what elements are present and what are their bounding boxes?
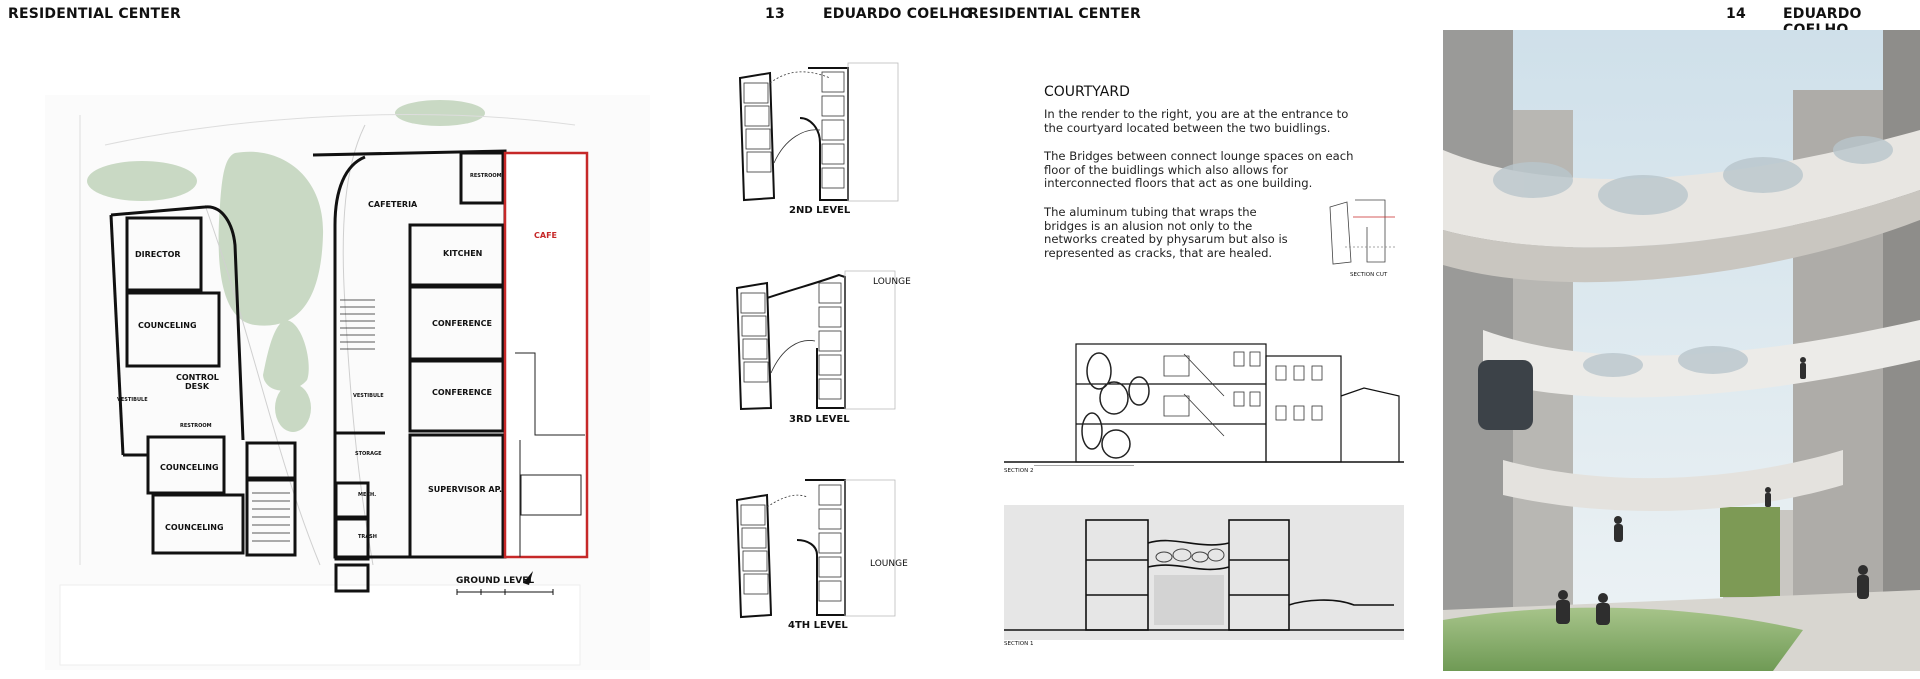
room-control-desk-1: CONTROL bbox=[176, 373, 219, 382]
section-1-label: SECTION 1 bbox=[1004, 641, 1034, 647]
section-2-label: SECTION 2 bbox=[1004, 468, 1034, 474]
room-counceling-3: COUNCELING bbox=[165, 523, 224, 532]
room-mech: MECH. bbox=[358, 492, 377, 498]
room-kitchen: KITCHEN bbox=[443, 249, 483, 258]
left-header-title: RESIDENTIAL CENTER bbox=[8, 6, 181, 22]
room-supervisor: SUPERVISOR AP. bbox=[428, 485, 503, 494]
room-counceling-2: COUNCELING bbox=[160, 463, 219, 472]
section-2-drawing bbox=[1004, 336, 1404, 466]
ground-level-label: GROUND LEVEL bbox=[456, 576, 535, 586]
level-4-plan bbox=[727, 475, 902, 620]
courtyard-title: COURTYARD bbox=[1044, 84, 1130, 100]
right-header-title: RESIDENTIAL CENTER bbox=[968, 6, 1141, 22]
room-storage: STORAGE bbox=[355, 451, 382, 457]
section-cut-keyplan bbox=[1325, 192, 1405, 272]
level-2-label: 2ND LEVEL bbox=[789, 205, 851, 216]
room-trash: TRASH bbox=[358, 534, 377, 540]
room-director: DIRECTOR bbox=[135, 250, 181, 259]
section-cut-label: SECTION CUT bbox=[1350, 272, 1388, 278]
ground-floor-plan bbox=[45, 95, 650, 670]
room-vestibule-right: VESTIBULE bbox=[353, 393, 384, 399]
room-vestibule-left: VESTIBULE bbox=[117, 397, 148, 403]
level-3-lounge-label: LOUNGE bbox=[873, 277, 911, 287]
room-counceling-1: COUNCELING bbox=[138, 321, 197, 330]
room-restroom-top: RESTROOM bbox=[470, 173, 502, 179]
room-restroom-left: RESTROOM bbox=[180, 423, 212, 429]
cafe-outline bbox=[505, 153, 587, 557]
courtyard-paragraph-3: The aluminum tubing that wraps the bridges is an alusion not only to the networks created by physarum but also is represented as cracks, that are healed. bbox=[1044, 205, 1288, 260]
courtyard-paragraph-2: The Bridges between connect lounge spaces on each floor of the buidlings which also allows for interconnected floors that act as one building. bbox=[1044, 149, 1354, 191]
level-3-label: 3RD LEVEL bbox=[789, 414, 850, 425]
room-cafe: CAFE bbox=[534, 231, 557, 240]
room-cafeteria: CAFETERIA bbox=[368, 200, 418, 209]
right-header-author: EDUARDO bbox=[1783, 6, 1862, 22]
level-2-plan bbox=[730, 58, 905, 203]
room-control-desk-2: DESK bbox=[185, 382, 210, 391]
room-conference-1: CONFERENCE bbox=[432, 319, 492, 328]
courtyard-paragraph-1: In the render to the right, you are at the entrance to the courtyard located between the two buidlings. bbox=[1044, 107, 1349, 135]
section-1-drawing bbox=[1004, 505, 1404, 640]
level-4-lounge-label: LOUNGE bbox=[870, 559, 908, 569]
left-page-number: 13 bbox=[765, 6, 785, 22]
room-conference-2: CONFERENCE bbox=[432, 388, 492, 397]
left-header-author: EDUARDO COELHO bbox=[823, 6, 973, 22]
right-page-number: 14 bbox=[1726, 6, 1746, 22]
level-4-label: 4TH LEVEL bbox=[788, 620, 848, 631]
courtyard-render bbox=[1443, 30, 1920, 671]
